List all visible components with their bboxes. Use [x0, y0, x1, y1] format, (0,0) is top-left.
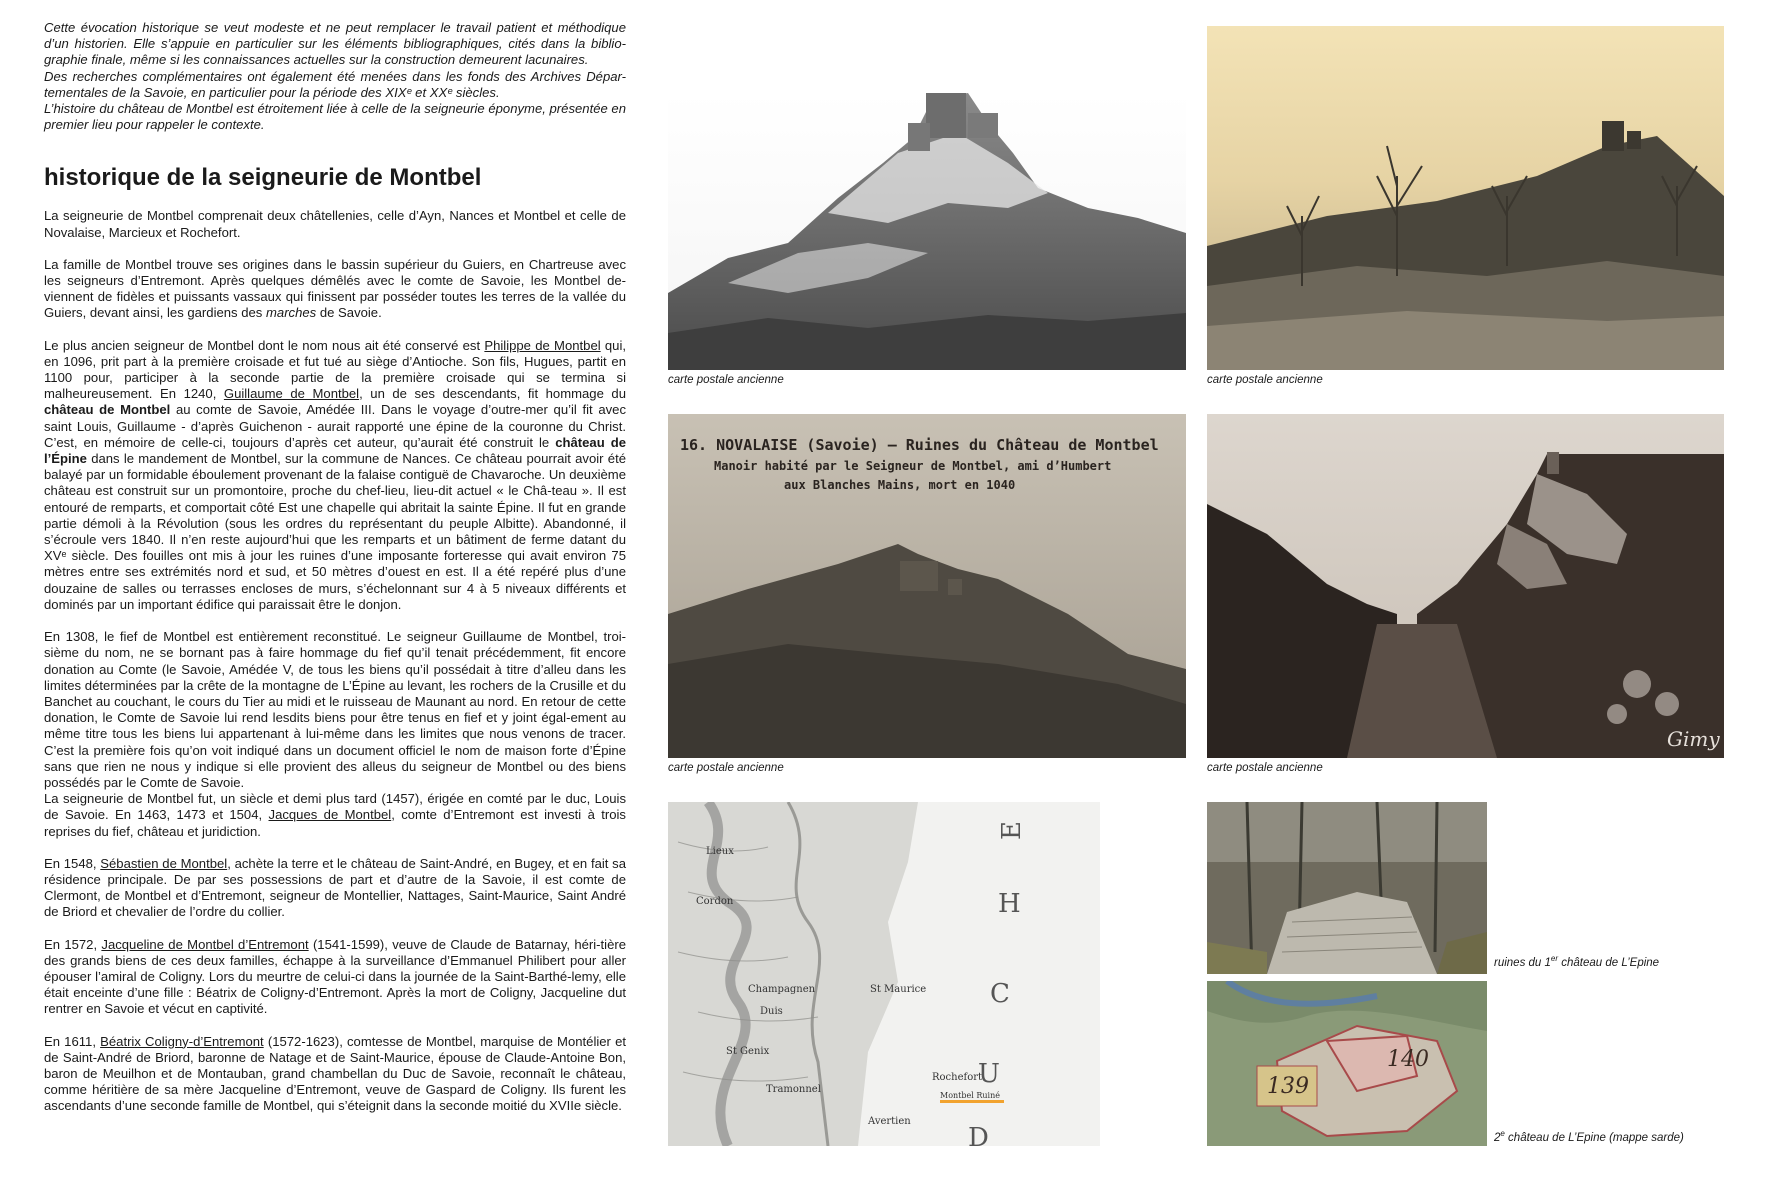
photo-ruins-first-chateau	[1207, 802, 1487, 974]
map-label: Tramonnel	[766, 1084, 821, 1095]
map-label: Duis	[760, 1006, 783, 1017]
caption-photo-2: carte postale ancienne	[1207, 374, 1323, 386]
map-label: Cordon	[696, 896, 734, 907]
map-label-montbel: Montbel Ruiné	[940, 1091, 1000, 1100]
map-label: Rochefort	[932, 1072, 983, 1083]
paragraph-6: En 1548, Sébastien de Montbel, achète la terre et le château de Saint-André, en Bugey, et en fait sa résidence principale. De par ses possessions de part et d’autre de la Savoie, il est comte de Clermont, de Montbel et d’Entremont, seigneur de Montellier, Nattages, Saint-Maurice, Saint André de Briord et chevalier de l’ordre du collier.	[44, 855, 627, 920]
map-highlight-montbel	[940, 1100, 1004, 1103]
photo-valley-cliff-sepia	[1207, 414, 1724, 758]
paragraph-1: La seigneurie de Montbel comprenait deux châtellenies, celle d’Ayn, Nances et Montbel et celle de Novalaise, Marcieux et Rochefort.	[44, 208, 626, 240]
map-vertical-letter: D	[968, 1123, 989, 1146]
link-sebastien-de-montbel[interactable]: Sébastien de Montbel	[100, 855, 228, 871]
link-beatrix-coligny[interactable]: Béatrix Coligny-d’Entremont	[100, 1033, 264, 1049]
map-vertical-letter: C	[990, 979, 1010, 1009]
postcard-title: 16. NOVALAISE (Savoie) — Ruines du Château de Montbel	[680, 436, 1159, 454]
photo-hillside-sepia	[1207, 26, 1724, 370]
mappe-sarde	[1207, 981, 1487, 1146]
section-heading: historique de la seigneurie de Montbel	[44, 164, 482, 192]
link-jacques-de-montbel[interactable]: Jacques de Montbel	[268, 807, 392, 823]
map-label: Avertien	[868, 1116, 911, 1127]
bold-chateau-de-montbel: château de Montbel	[44, 402, 171, 418]
link-guillaume-de-montbel[interactable]: Guillaume de Montbel	[223, 386, 360, 402]
mappe-parcel-number: 139	[1267, 1074, 1309, 1099]
paragraph-4: En 1308, le fief de Montbel est entièrement reconstitué. Le seigneur Guillaume de Montbel, troi-sième du nom, ne se bornant pas à faire hommage du fief qu’il tenait précédemment, fit encore donation au Comte (le Savoie, Amédée V, de tous les biens qu’il possédait à titre d’alleu dans les limites déterminées par la crête de la montagne de L’Épine au levant, les rochers de la Crusille et du Banchet au couchant, le cours du Tier au midi et le ruisseau de Maunant au nord. En retour de cette donation, le Comte de Savoie lui rend lesdits biens pour être tenus en fief et y joint égal-ement au même titre tous les biens lui appartenant à lui-même dans les limites que nous venons de tracer. C’est la première fois qu’on voit indiqué dans un document officiel le nom de maison forte d’Épine sans que rien ne nous y indique si elle provient des alleus du seigneur de Montbel ou des biens possédés par le Comte de Savoie.	[44, 629, 626, 790]
map-label: St Maurice	[870, 984, 927, 995]
caption-photo-3: carte postale ancienne	[668, 762, 784, 774]
caption-photo-6: 2e château de L’Epine (mappe sarde)	[1494, 1129, 1684, 1144]
historical-map	[668, 802, 1100, 1146]
map-label: St Genix	[726, 1046, 770, 1057]
photo-mountain-ruins-bw	[668, 93, 1186, 370]
paragraph-7: En 1572, Jacqueline de Montbel d’Entremont (1541-1599), veuve de Claude de Batarnay, héri-tière des grands biens de ces deux familles, échappe à la surveillance d’Emmanuel Philibert pour aller épouser l’amiral de Coligny. Lors du meurtre de celui-ci dans la journée de la Saint-Barthé-lemy, elle était enceinte d’une fille : Béatrix de Coligny-d’Entremont. Après la mort de Coligny, Jacqueline dut rentrer en Savoie et vécut en captivité.	[44, 936, 627, 1017]
map-label: Lieux	[706, 846, 734, 857]
postcard-novalaise	[668, 414, 1186, 758]
caption-photo-1: carte postale ancienne	[668, 374, 784, 386]
map-vertical-letter: E	[997, 821, 1027, 840]
caption-photo-4: carte postale ancienne	[1207, 762, 1323, 774]
paragraph-3: Le plus ancien seigneur de Montbel dont le nom nous ait été conservé est Philippe de Montbel qui, en 1096, prit part à la première croisade et fut tué au siège d’Antioche. Son fils, Hugues, partit en 1100 pour, participer à la seconde partie de la première croisade qui se termina si malheureusement. En 1240, Guillaume de Montbel, un de ses descendants, fit hommage du château de Montbel au comte de Savoie, Amédée III. Dans le voyage d’outre-mer qu’il fit avec saint Louis, Guillaume - d’après Guichenon - aurait rapporté une épine de la couronne du Christ. C’est, en mémoire de celle-ci, toujours d’après cet auteur, qu’aurait été construit le château de l’Épine dans le mandement de Montbel, sur la commune de Nances. Ce château pourrait avoir été balayé par un formidable éboulement provenant de la falaise contiguë de Chavaroche. Un deuxième château est construit sur un promontoire, proche du chef-lieu, lieu-dit actuel « le Châ-teau ». Il est entouré de remparts, et comportait côté Est une chapelle qui abritait la sainte Épine. Il fut en grande partie démoli à la Révolution (sous les ordres du représentant du peuple Albitte). Abandonné, il s’écroule vers 1840. Il n’en reste aujourd’hui que les remparts et un bâtiment de ferme datant du XVᵉ siècle. Des fouilles ont mis à jour les ruines d’une imposante forteresse qui avait environ 75 mètres entre ses extrémités nord et sud, et 50 mètres d’ouest en est. Il a été repéré plus d’une douzaine de salles ou terrasses encloses de murs, s’échelonnant sur 4 à 5 niveaux différents et dominés par un important édifice qui paraissait être le donjon.	[44, 337, 627, 612]
postcard-line-3: aux Blanches Mains, mort en 1040	[784, 478, 1016, 492]
intro-paragraph: Cette évocation historique se veut modeste et ne peut remplacer le travail patient et méthodique d’un historien. Elle s’appuie en particulier sur les éléments bibliographiques, cités dans la biblio-graphie finale, même si les connaissances actuelles sur la construction demeurent lacunaires.	[44, 20, 626, 68]
postcard-line-2: Manoir habité par le Seigneur de Montbel, ami d’Humbert	[714, 459, 1112, 473]
marches-emphasis: marches	[266, 305, 317, 321]
mappe-parcel-number: 140	[1387, 1047, 1429, 1072]
intro-paragraph: L’histoire du château de Montbel est étroitement liée à celle de la seigneurie éponyme, présentée en premier lieu pour rappeler le contexte.	[44, 101, 626, 133]
text-column	[44, 20, 626, 1131]
intro-paragraph: Des recherches complémentaires ont également été menées dans les fonds des Archives Dépar-tementales de la Savoie, en particulier pour la période des XIXᵉ et XXᵉ siècles.	[44, 68, 626, 100]
link-jacqueline-de-montbel[interactable]: Jacqueline de Montbel d’Entremont	[101, 936, 309, 952]
map-label: Champagnen	[748, 984, 816, 995]
postcard-signature: Gimy	[1667, 727, 1720, 751]
paragraph-5: La seigneurie de Montbel fut, un siècle et demi plus tard (1457), érigée en comté par le duc, Louis de Savoie. En 1463, 1473 et 1504, Jacques de Montbel, comte d’Entremont est investi à trois reprises du fief, château et juridiction.	[44, 791, 626, 839]
map-vertical-letter: H	[998, 889, 1021, 919]
paragraph-8: En 1611, Béatrix Coligny-d’Entremont (1572-1623), comtesse de Montbel, marquise de Montélier et de Saint-André de Briord, baronne de Natage et de Saint-Maurice, épouse de Claude-Antoine Bon, baron de Meuilhon et de Montauban, grand chambellan du Duc de Savoie, reconnaît le château, comme héritière de sa mère Jacqueline d’Entremont, veuve de Gaspard de Coligny. Ils furent les ascendants d’une seconde famille de Montbel, qui s’éteignit dans la seconde moitié du XVIIe siècle.	[44, 1033, 626, 1114]
paragraph-2: La famille de Montbel trouve ses origines dans le bassin supérieur du Guiers, en Chartreuse avec les seigneurs d’Entremont. Après quelques démêlés avec le comte de Savoie, les Montbel de-viennent de fidèles et puissants vassaux qui finissent par posséder toutes les terres de la vallée du Guiers, devant ainsi, les gardiens des marches de Savoie.	[44, 256, 626, 321]
bold-chateau-de-lepine: château de l’Épine	[44, 434, 626, 467]
map-vertical-letter: U	[978, 1059, 1000, 1089]
intro-block	[44, 20, 626, 133]
caption-photo-5: ruines du 1er château de L’Epine	[1494, 954, 1660, 969]
link-philippe-de-montbel[interactable]: Philippe de Montbel	[484, 337, 601, 353]
